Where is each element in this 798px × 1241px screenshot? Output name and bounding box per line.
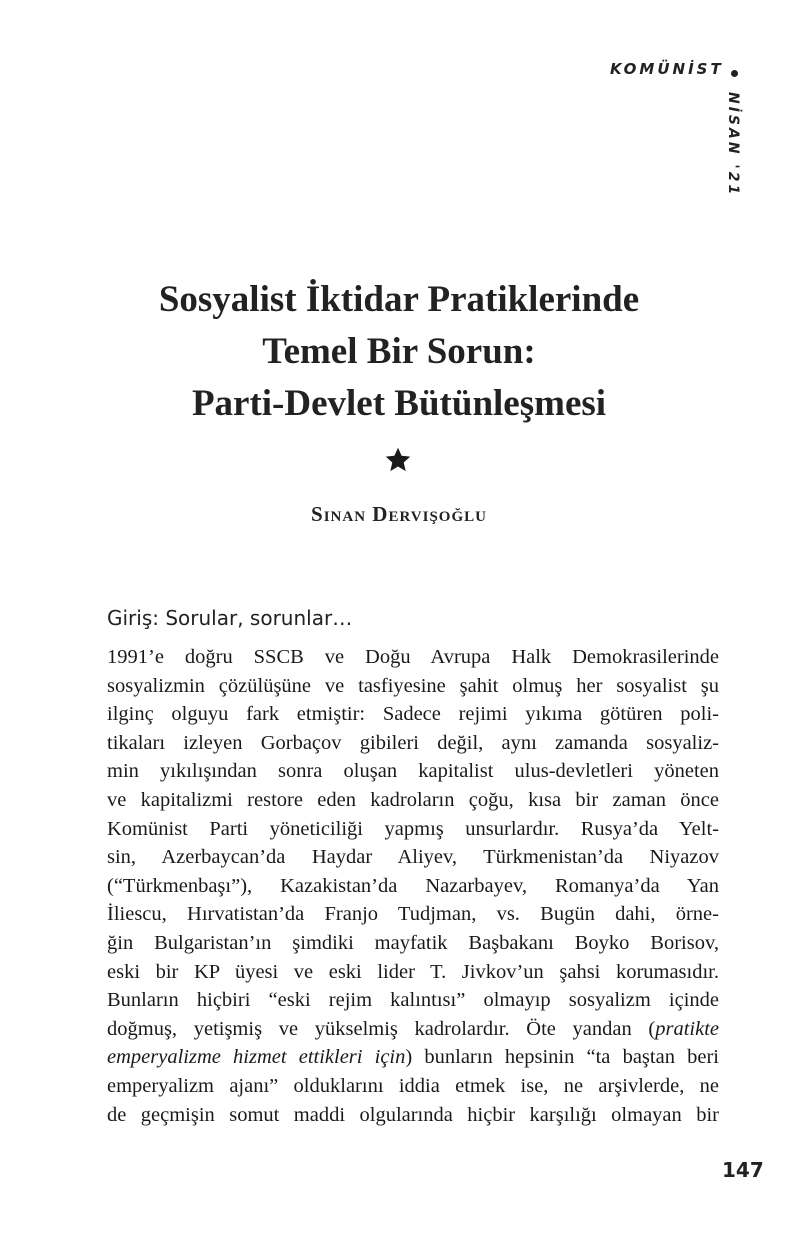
issue-date: NİSAN '21	[725, 92, 741, 198]
title-line: Sosyalist İktidar Pratiklerinde	[158, 279, 640, 320]
text-run: İliescu, Hırvatistan’da Franjo Tudjman, vs. Bugün dahi, örne-	[107, 903, 719, 926]
body-line	[107, 843, 719, 872]
text-run: Bunların hiçbiri “eski rejim kalıntısı” olmayıp sosyalizm içinde	[107, 989, 719, 1012]
body-line	[107, 815, 719, 844]
text-run: ) bunların hepsinin “ta baştan beri	[405, 1046, 719, 1069]
text-run: sin, Azerbaycan’da Haydar Aliyev, Türkmenistan’da Niyazov	[107, 846, 719, 869]
text-run: ve kapitalizmi restore eden kadroların çoğu, kısa bir zaman önce	[107, 788, 719, 811]
text-run: tikaları izleyen Gorbaçov gibileri değil, aynı zamanda sosyaliz-	[107, 731, 719, 754]
page-number: 147	[722, 1158, 764, 1182]
text-run: ilginç olguyu fark etmiştir: Sadece rejimi yıkıma götüren poli-	[107, 703, 719, 726]
title-line: Parti-Devlet Bütünleşmesi	[191, 383, 607, 424]
journal-name: KOMÜNİST	[610, 60, 724, 78]
body-text	[107, 643, 719, 1129]
body-line	[107, 1043, 719, 1072]
text-run: Komünist Parti yöneticiliği yapmış unsurlardır. Rusya’da Yelt-	[107, 817, 719, 840]
text-run: sosyalizmin çözülüşüne ve tasfiyesine şahit olmuş her sosyalist şu	[107, 674, 719, 697]
body-line	[107, 757, 719, 786]
italic-text: pratikte	[655, 1017, 719, 1040]
text-run: min yıkılışından sonra oluşan kapitalist ulus-devletleri yöneten	[107, 760, 719, 783]
body-line	[107, 729, 719, 758]
body-line	[107, 700, 719, 729]
text-run: ğin Bulgaristan’ın şimdiki mayfatik Başbakanı Boyko Borisov,	[107, 931, 719, 954]
body-line	[107, 986, 719, 1015]
body-line	[107, 786, 719, 815]
body-line	[107, 1072, 719, 1101]
author-name: Sinan Dervişoğlu	[311, 502, 487, 526]
body-line	[107, 958, 719, 987]
text-run: 1991’e doğru SSCB ve Doğu Avrupa Halk Demokrasilerinde	[107, 646, 719, 668]
body-line	[107, 1101, 719, 1130]
text-run: de geçmişin somut maddi olgularında hiçbir karşılığı olmayan bir	[107, 1103, 719, 1126]
section-heading: Giriş: Sorular, sorunlar…	[107, 606, 353, 630]
star-icon	[384, 446, 412, 474]
text-run: emperyalizm ajanı” olduklarını iddia etmek ise, ne arşivlerde, ne	[107, 1074, 719, 1097]
body-line	[107, 643, 719, 672]
title-line: Temel Bir Sorun:	[262, 331, 536, 372]
text-run: doğmuş, yetişmiş ve yükselmiş kadrolardır. Öte yandan (	[107, 1017, 656, 1040]
body-line	[107, 1015, 719, 1044]
body-line	[107, 929, 719, 958]
body-line	[107, 672, 719, 701]
article-title	[0, 274, 798, 430]
body-line	[107, 900, 719, 929]
text-run: eski bir KP üyesi ve eski lider T. Jivkov’un şahsi korumasıdır.	[107, 960, 719, 983]
text-run: (“Türkmenbaşı”), Kazakistan’da Nazarbayev, Romanya’da Yan	[107, 874, 719, 897]
italic-text: emperyalizme hizmet ettikleri için	[107, 1046, 406, 1069]
body-line	[107, 872, 719, 901]
separator-dot	[731, 70, 738, 77]
